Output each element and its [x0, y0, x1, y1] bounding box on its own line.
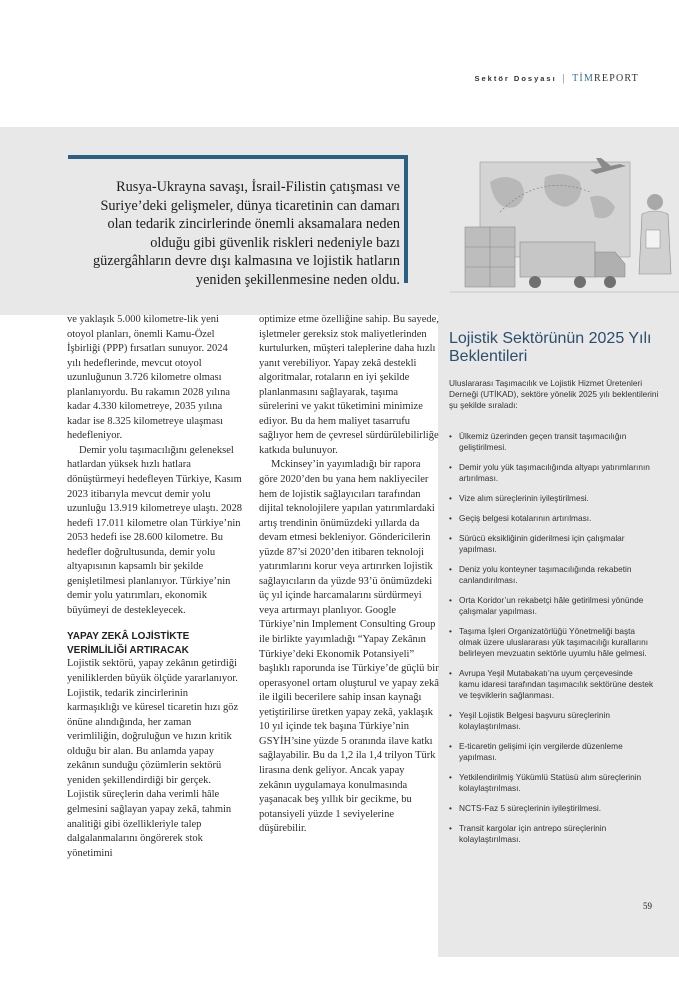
header-separator: |	[562, 73, 567, 84]
section-name: Sektör Dosyası	[474, 74, 557, 83]
sidebar-title: Lojistik Sektörünün 2025 Yılı Beklentileri	[449, 330, 652, 365]
expectations-list	[449, 431, 655, 854]
list-item: • Yeşil Lojistik Belgesi başvuru süreçlerinin kolaylaştırılması.	[449, 710, 610, 732]
list-item: • Geçiş belgesi kotalarının artırılması.	[449, 512, 592, 523]
list-item: • Ülkemiz üzerinden geçen transit taşımacılığın geliştirilmesi.	[449, 431, 627, 453]
list-item: • Deniz yolu konteyner taşımacılığında rekabetin canlandırılması.	[449, 563, 632, 585]
list-item: • Transit kargolar için antrepo süreçlerinin kolaylaştırılması.	[449, 822, 607, 844]
body-column-2	[259, 313, 439, 837]
pull-quote: Rusya-Ukrayna savaşı, İsrail-Filistin çatışması ve Suriye’deki gelişmeler, dünya ticaretinin can damarı olan tedarik zincirlerinde önemli aksamalara neden olduğu gibi güvenlik riskleri nedeniyle bazı güzergâhların devre dışı kalmasına ve lojistik hatların yeniden şekillenmesine neden oldu.	[92, 179, 400, 288]
list-item: • Demir yolu yük taşımacılığında altyapı yatırımlarının artırılması.	[449, 462, 650, 484]
logistics-illustration	[450, 142, 679, 310]
list-item: • Orta Koridor’un rekabetçi hâle getirilmesi yönünde çalışmalar yapılması.	[449, 594, 644, 616]
sidebar-intro: Uluslararası Taşımacılık ve Lojistik Hizmet Üretenleri Derneği (UTİKAD), sektöre yönelik 2025 yılı beklentilerini şu şekilde sıraladı:	[449, 378, 659, 411]
list-item: • Taşıma İşleri Organizatörlüğü Yönetmeliği başta olmak üzere uluslararası yük taşımacılığı kurallarını belirleyen mevzuatın sektörle uyumlu hâle gelmesi.	[449, 625, 649, 658]
list-item: • NCTS-Faz 5 süreçlerinin iyileştirilmesi.	[449, 803, 601, 813]
paragraph: Mckinsey’in yayımladığı bir rapora göre 2020’den bu yana hem nakliyeciler hem de lojistik sağlayıcıları tarafından dijital teknolojilere yapılan yatırımlardaki artış trendinin önümüzdeki yıllarda da devam etmesi bekleniyor. Göndericilerin yüzde 87’si 2020’den itibaren teknoloji yatırımlarını korur veya artırırken lojistik sağlayıcıların da yüzde 93’ü önümüzdeki üç yıl içinde harcamalarını sürdürmeyi veya artırmayı planlıyor. Google Türkiye’nin Implement Consulting Group ile birlikte yayımladığı “Yapay Zekânın Türkiye’deki Ekonomik Potansiyeli” başlıklı raporunda ise Türkiye’de güçlü bir operasyonel ortam oluşturul ve yapay zekâ ile ilgili becerilere sahip insan kaynağı yetiştirilirse üretken yapay zekâ, yaklaşık 10 yıl içinde tek başına Türkiye’nin GSYİH’sine yüzde 5 oranında ilave katkı sağlayabilir. Bu da 1,2 ila 1,4 trilyon Türk lirasına denk geliyor. Ancak yapay zekânın uygulamaya konulmasında yaşanacak beş yıllık bir gecikme, bu potansiyeli yüzde 1 seviyelerine düşürebilir.	[259, 459, 439, 835]
paragraph: ve yaklaşık 5.000 kilometre-lik yeni otoyol planları, önemli Kamu-Özel İşbirliği (PPP) fırsatları sunuyor. 2024 yılı hedeflerinde, mevcut otoyol uzunluğunun 3.726 kilometre olması planlanıyordu. Bu rakamın 2028 yılına kadar 4.330 kilometreye, 2035 yılına kadar ise 8.325 kilometreye ulaşması hedefleniyor.	[67, 314, 231, 442]
list-item: • Avrupa Yeşil Mutabakatı’na uyum çerçevesinde kamu idaresi tarafından taşımacılık sektörüne destek ve teşviklerin sağlanması.	[449, 667, 654, 701]
page-number: 59	[643, 901, 652, 911]
paragraph: Demir yolu taşımacılığını geleneksel hatlardan yüksek hızlı hatlara dönüştürmeyi hedefleyen Türkiye, Kasım 2023 itibarıyla mevcut demir yolu uzunluğu 13.919 kilometreye ulaştı. 2028 hedefi 17.011 kilometre olan Türkiye’nin 2053 hedefi ise 28.600 kilometre. Bu hedefler doğrultusunda, demir yolu altyapısının kapsamlı bir şekilde genişletilmesi planlanıyor. Türkiye’nin demir yolu yatırımları, ekonomik büyümeyi de destekleyecek.	[67, 444, 242, 616]
paragraph: optimize etme özelliğine sahip. Bu sayede, işletmeler gereksiz stok maliyetlerinden kurtulurken, müşteri taleplerine daha hızlı yanıt verebiliyor. Yapay zekâ destekli algoritmalar, rotaların en iyi şekilde planlanmasını sağlayarak, taşıma sürelerini ve yakıt tüketimini minimize ediyor. Bu da hem maliyet tasarrufu sağlıyor hem de çevresel sürdürülebilirliğe katkıda bulunuyor.	[259, 314, 439, 456]
paragraph: Lojistik sektörü, yapay zekânın getirdiği yeniliklerden büyük ölçüde yararlanıyor. Lojistik, tedarik zincirlerinin karmaşıklığı ve küresel ticaretin hızı göz önüne alındığında, her zaman verimliliğin, doğruluğun ve hızın kritik olduğu bir alan. Bu anlamda yapay zekânın sunduğu çözümlerin sektörü yeniden şekillendirdiği bir gerçek. Lojistik süreçlerin daha verimli hâle gelmesini sağlayan yapay zekâ, tahmin analitiği gibi özellikleriyle talep dalgalanmalarını öngörerek stok yönetimini	[67, 658, 239, 859]
list-item: • Vize alım süreçlerinin iyileştirilmesi.	[449, 493, 589, 503]
list-item: • Yetkilendirilmiş Yükümlü Statüsü alım süreçlerinin kolaylaştırılması.	[449, 772, 642, 794]
list-item: • E-ticaretin gelişimi için vergilerde düzenleme yapılması.	[449, 741, 623, 763]
brand-logo: TİMREPORT	[572, 73, 639, 84]
page-header	[475, 73, 640, 84]
list-item: • Sürücü eksikliğinin giderilmesi için çalışmalar yapılması.	[449, 532, 625, 554]
body-column-1	[67, 313, 243, 861]
section-heading: YAPAY ZEKÂ LOJİSTİKTE VERİMLİLİĞİ ARTIRACAK	[67, 631, 190, 656]
